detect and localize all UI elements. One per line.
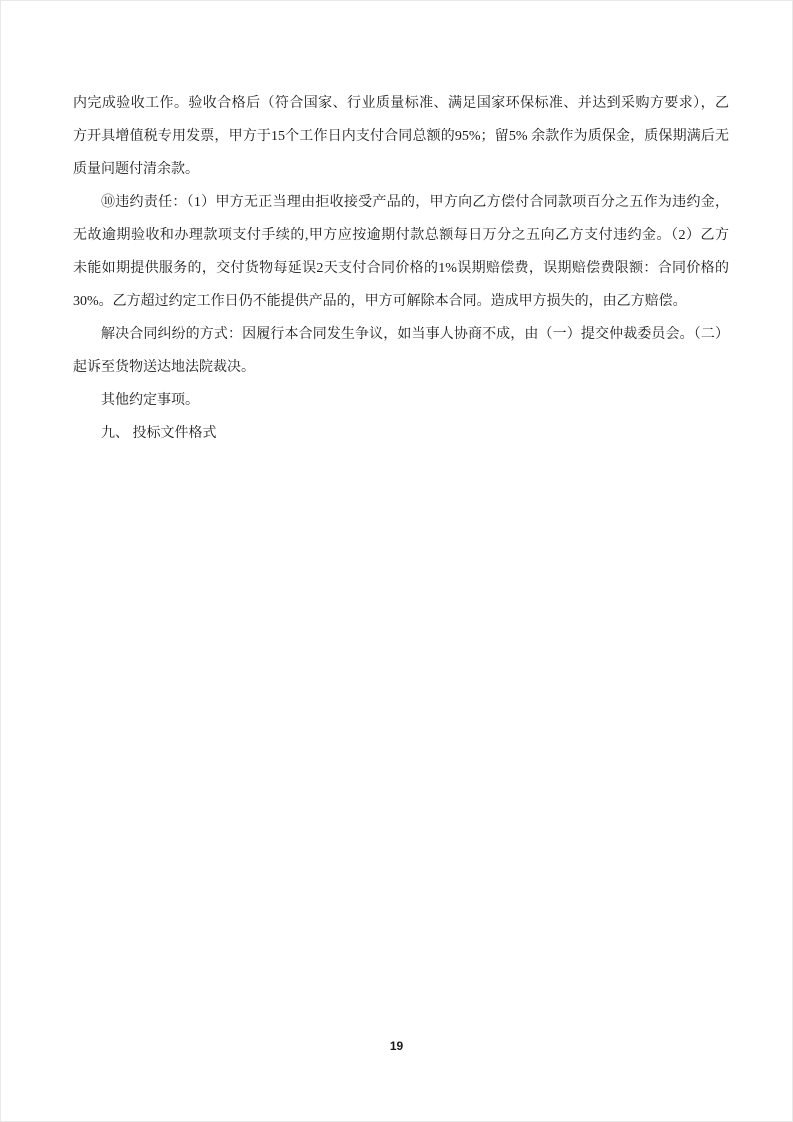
heading-line: 九、 投标文件格式 (101, 426, 217, 441)
paragraph (73, 87, 729, 186)
document-body (73, 87, 729, 450)
text-line: 质量问题付清余款。 (73, 162, 199, 177)
text-line: 方开具增值税专用发票，甲方于15个工作日内支付合同总额的95%；留5% 余款作为质保金，质保期满后无 (73, 129, 729, 144)
paragraph (73, 186, 729, 318)
text-line: 30%。乙方超过约定工作日仍不能提供产品的，甲方可解除本合同。造成甲方损失的，由乙方赔偿。 (73, 294, 687, 309)
text-line: 无故逾期验收和办理款项支付手续的,甲方应按逾期付款总额每日万分之五向乙方支付违约金。（2）乙方 (73, 228, 729, 243)
paragraph (73, 318, 729, 384)
text-line: 内完成验收工作。验收合格后（符合国家、行业质量标准、满足国家环保标准、并达到采购方要求），乙 (73, 96, 729, 111)
page-number: 19 (389, 1039, 404, 1053)
text-line: 解决合同纠纷的方式：因履行本合同发生争议，如当事人协商不成，由（一）提交仲裁委员会。（二） (101, 327, 729, 342)
paragraph (73, 384, 729, 417)
text-line: ⑩违约责任：（1）甲方无正当理由拒收接受产品的，甲方向乙方偿付合同款项百分之五作为违约金， (101, 195, 729, 210)
text-line: 未能如期提供服务的，交付货物每延误2天支付合同价格的1%误期赔偿费，误期赔偿费限额：合同价格的 (73, 261, 729, 276)
text-line: 其他约定事项。 (101, 393, 199, 408)
paragraph (73, 417, 729, 450)
text-line: 起诉至货物送达地法院裁决。 (73, 360, 255, 375)
